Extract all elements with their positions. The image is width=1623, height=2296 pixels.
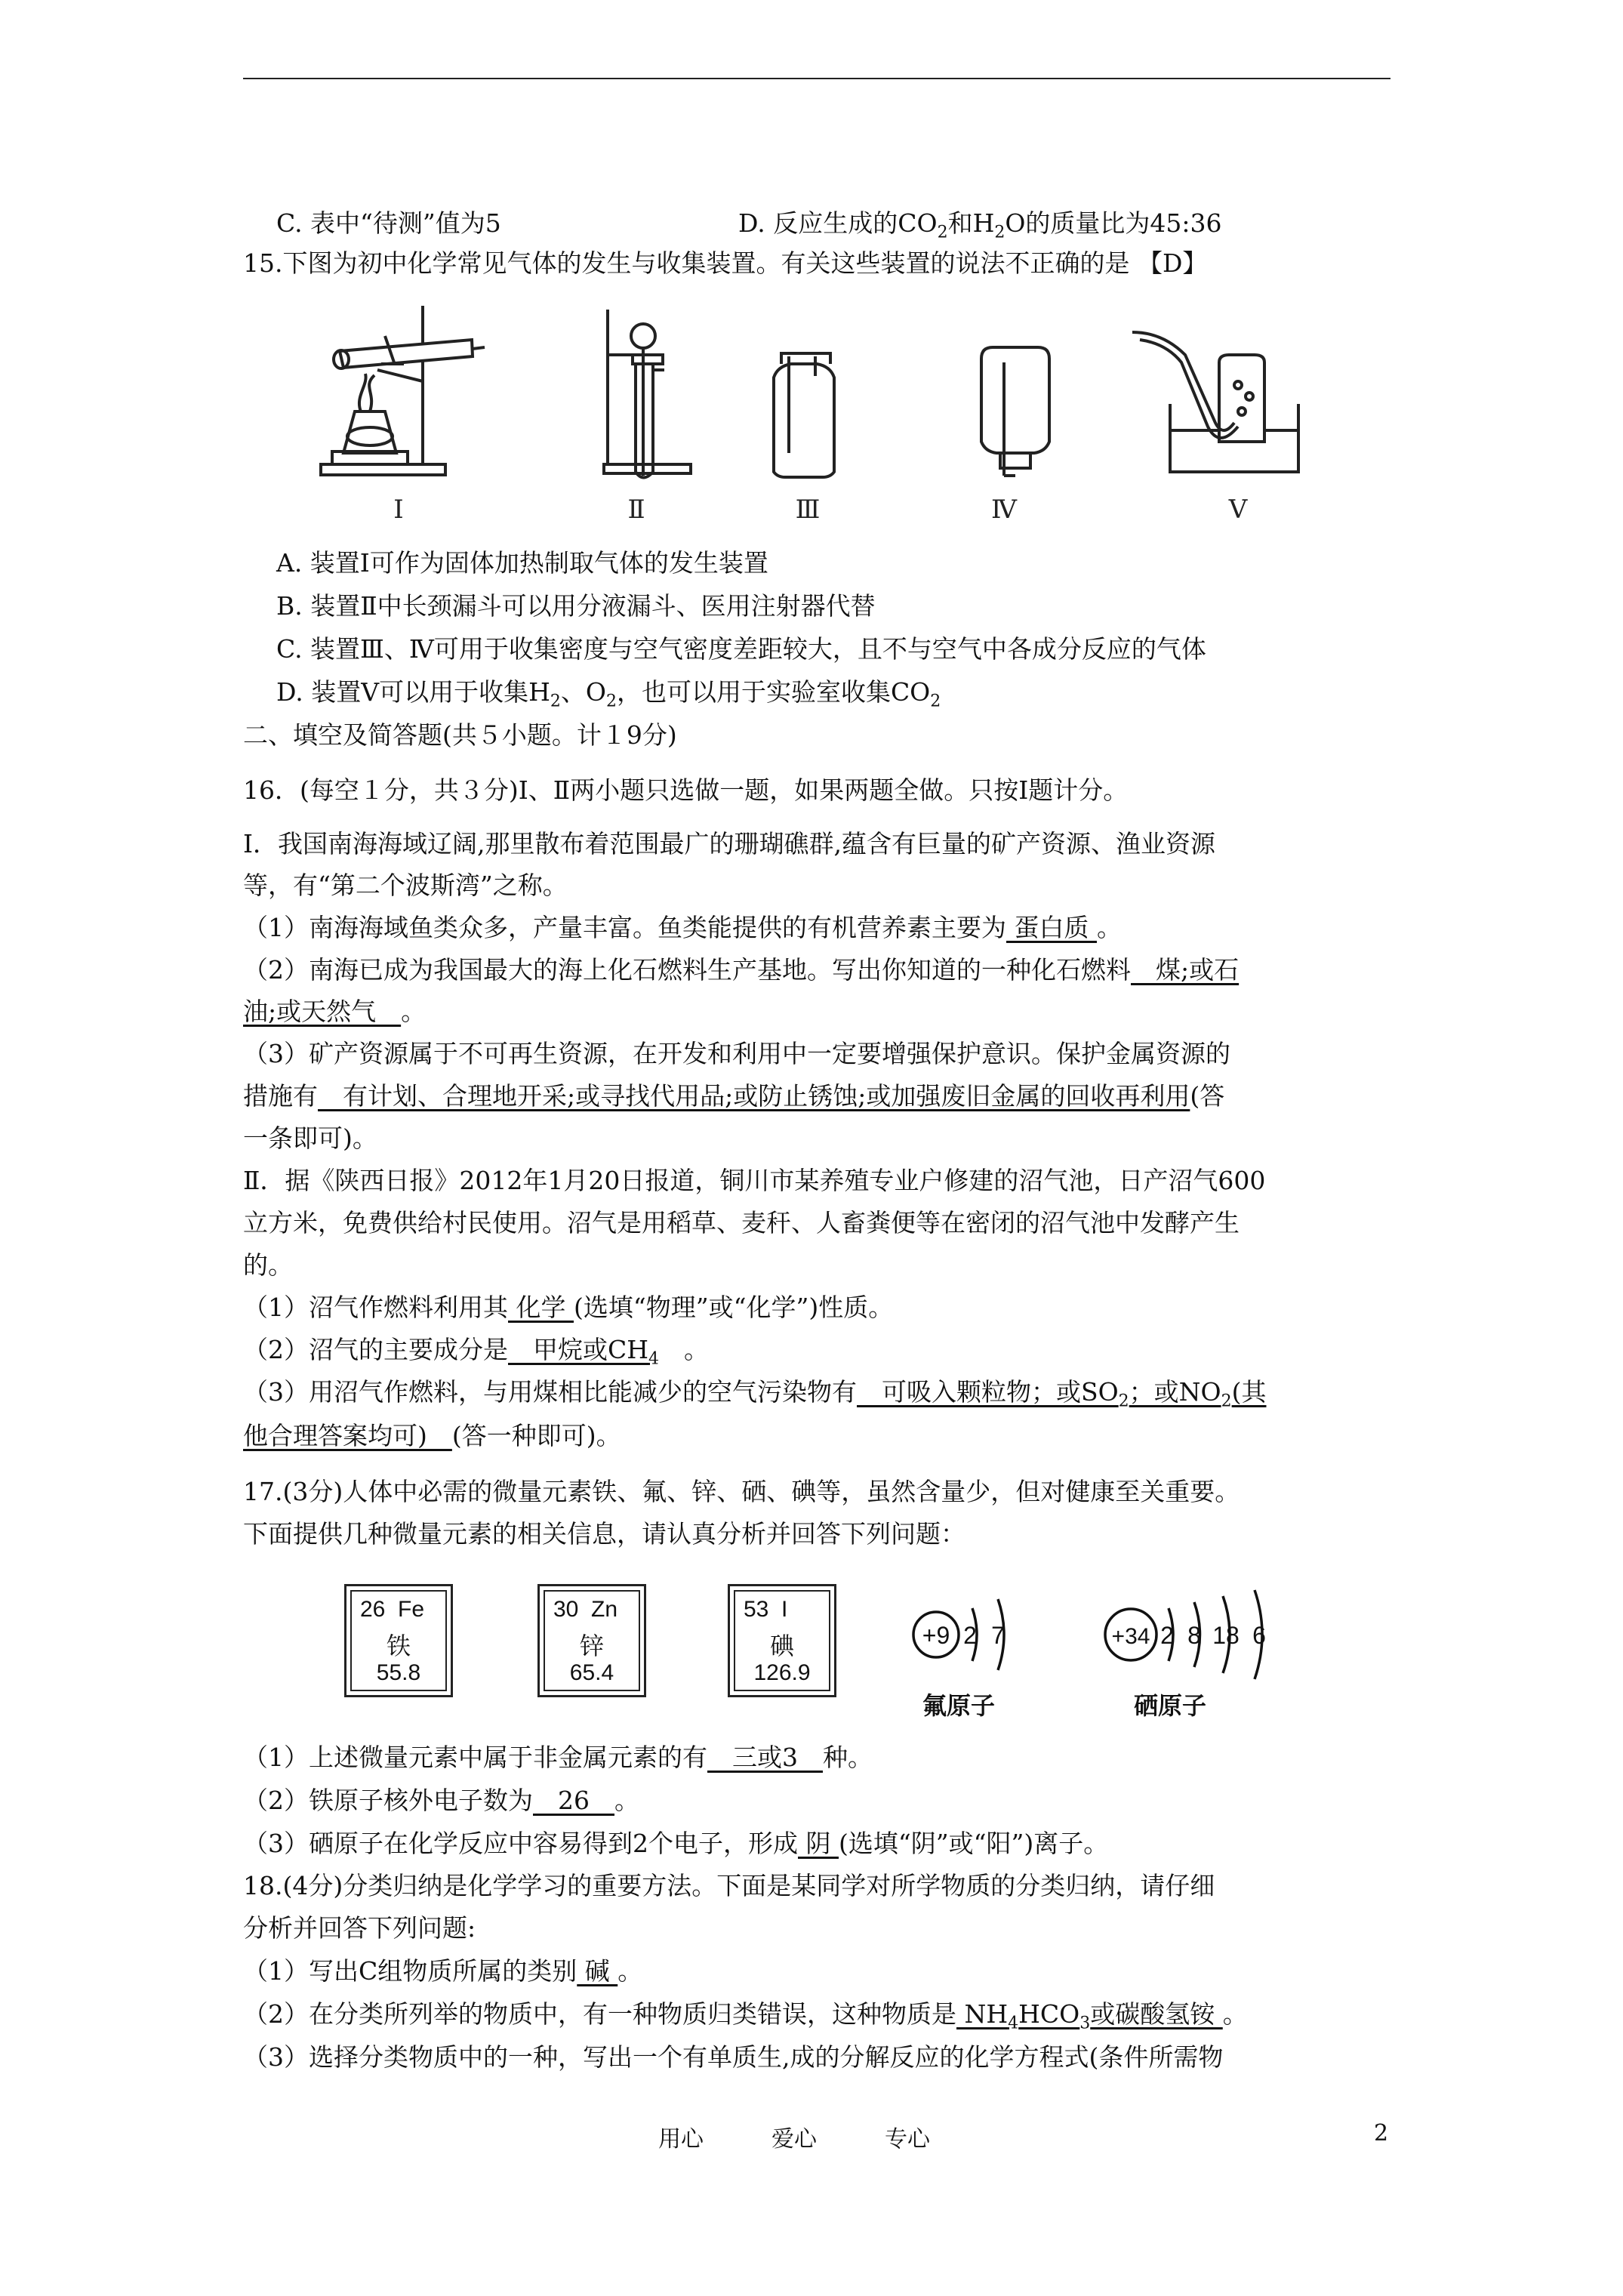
- atom-diagrams: [868, 1563, 1291, 1729]
- q14-option-d: D. 反应生成的$CO_2$和$H_2O$的质量比为45:36: [738, 208, 1222, 242]
- q16-1-2: （2）南海已成为我国最大的海上化石燃料生产基地。写出你知道的一种化石燃料 煤;或石: [243, 955, 1240, 985]
- answer: 蛋白质: [1006, 913, 1097, 942]
- apparatus-label-3: Ⅲ: [795, 495, 821, 525]
- answer: 煤;或石: [1131, 955, 1240, 985]
- selenium-shell-3: 18: [1212, 1622, 1240, 1649]
- q18-1: （1）写出C组物质所属的类别 碱 。: [243, 1956, 643, 1986]
- q18-2: （2）在分类所列举的物质中，有一种物质归类错误，这种物质是 $NH_4HCO_3$或碳酸氢铵 。: [243, 1999, 1248, 2033]
- q16-1-3-end: 一条即可)。: [243, 1123, 377, 1153]
- element-card-zn: 30 Zn 锌 65.4: [537, 1584, 646, 1697]
- q16-2-2: （2）沼气的主要成分是 甲烷或$CH_4$ 。: [243, 1335, 710, 1369]
- selenium-shell-1: 2: [1160, 1622, 1174, 1649]
- q18-stem-line2: 分析并回答下列问题:: [243, 1913, 476, 1943]
- q14-option-c: C. 表中“待测”值为5: [276, 208, 501, 238]
- q16-part1-line1: I．我国南海海域辽阔,那里散布着范围最广的珊瑚礁群,蕴含有巨量的矿产资源、渔业资源: [243, 829, 1216, 858]
- q15-option-b: B. 装置Ⅱ中长颈漏斗可以用分液漏斗、医用注射器代替: [276, 591, 876, 621]
- apparatus-label-4: Ⅳ: [991, 495, 1017, 525]
- apparatus-figure: [0, 0, 1623, 574]
- selenium-shell-4: 6: [1252, 1622, 1266, 1649]
- answer: 他合理答案均可): [243, 1421, 452, 1450]
- q16-1-3: （3）矿产资源属于不可再生资源，在开发和利用中一定要增强保护意识。保护金属资源的: [243, 1039, 1230, 1068]
- answer: 三或3: [707, 1743, 823, 1772]
- q15-option-d: D. 装置Ⅴ可以用于收集$H_2$、$O_2$，也可以用于实验室收集$CO_2$: [276, 677, 941, 711]
- answer: 26: [533, 1786, 614, 1815]
- q16-2-1: （1）沼气作燃料利用其 化学 (选填“物理”或“化学”)性质。: [243, 1293, 894, 1322]
- q17-2: （2）铁原子核外电子数为 26 。: [243, 1786, 639, 1815]
- q15-option-a: A. 装置Ⅰ可作为固体加热制取气体的发生装置: [276, 548, 768, 578]
- q18-3: （3）选择分类物质中的一种，写出一个有单质生,成的分解反应的化学方程式(条件所需物: [243, 2042, 1224, 2072]
- fluorine-shell-2: 7: [991, 1622, 1005, 1649]
- apparatus-label-5: Ⅴ: [1228, 495, 1248, 525]
- apparatus-4-inverted-bottle: [981, 347, 1049, 476]
- q16-part1-line2: 等，有“第二个波斯湾”之称。: [243, 871, 568, 900]
- answer: 甲烷或$CH_4$: [508, 1335, 660, 1369]
- answer: 有计划、合理地开采;或寻找代用品;或防止锈蚀;或加强废旧金属的回收再利用: [318, 1081, 1190, 1111]
- apparatus-3-gas-bottle: [774, 353, 834, 477]
- answer: 化学: [508, 1293, 574, 1322]
- selenium-nucleus-charge: +34: [1111, 1624, 1150, 1649]
- fluorine-label: 氟原子: [922, 1692, 996, 1719]
- answer: $NH_4HCO_3$或碳酸氢铵: [956, 1999, 1223, 2033]
- apparatus-label-1: Ⅰ: [393, 495, 404, 525]
- apparatus-label-2: Ⅱ: [627, 495, 645, 525]
- q17-stem-line2: 下面提供几种微量元素的相关信息，请认真分析并回答下列问题：: [243, 1519, 965, 1549]
- q16-1-3-cont: 措施有 有计划、合理地开采;或寻找代用品;或防止锈蚀;或加强废旧金属的回收再利用(答: [243, 1081, 1225, 1111]
- answer: 阴: [798, 1829, 839, 1858]
- section-2-heading: 二、填空及简答题(共５小题。计１9分): [243, 720, 677, 750]
- q16-part2-line2: 立方米，免费供给村民使用。沼气是用稻草、麦秆、人畜粪便等在密闭的沼气池中发酵产生: [243, 1208, 1240, 1237]
- selenium-shell-2: 8: [1187, 1622, 1201, 1649]
- q17-1: （1）上述微量元素中属于非金属元素的有 三或3 种。: [243, 1743, 873, 1772]
- answer: 可吸入颗粒物；或$SO_2$；或$NO_2$(其: [857, 1377, 1267, 1411]
- q17-3: （3）硒原子在化学反应中容易得到2个电子，形成 阴 (选填“阴”或“阳”)离子。: [243, 1829, 1109, 1858]
- fluorine-shell-1: 2: [963, 1622, 977, 1649]
- selenium-label: 硒原子: [1133, 1692, 1207, 1719]
- q16-2-3: （3）用沼气作燃料，与用煤相比能减少的空气污染物有 可吸入颗粒物；或$SO_2$；或$NO_2$(其: [243, 1377, 1267, 1411]
- page-number: 2: [1374, 2120, 1389, 2147]
- answer: 碱: [577, 1956, 618, 1986]
- element-card-fe: 26 Fe 铁 55.8: [344, 1584, 453, 1697]
- footer-motto: 用心 爱心 专心: [658, 2126, 930, 2153]
- q16-part2-line1: Ⅱ．据《陕西日报》2012年1月20日报道，铜川市某养殖专业户修建的沼气池，日产沼气600: [243, 1166, 1266, 1195]
- q15-stem: 15.下图为初中化学常见气体的发生与收集装置。有关这些装置的说法不正确的是 【D】: [243, 248, 1208, 278]
- q16-2-3-cont: 他合理答案均可) (答一种即可)。: [243, 1421, 621, 1450]
- apparatus-5-water-trough: [1132, 332, 1298, 472]
- answer: 油;或天然气: [243, 997, 402, 1026]
- q16-1-2-cont: 油;或天然气 。: [243, 997, 427, 1026]
- fluorine-nucleus-charge: +9: [922, 1622, 950, 1649]
- q16-1-1: （1）南海海域鱼类众多，产量丰富。鱼类能提供的有机营养素主要为 蛋白质 。: [243, 913, 1122, 942]
- q18-stem-line1: 18.(4分)分类归纳是化学学习的重要方法。下面是某同学对所学物质的分类归纳，请仔细: [243, 1871, 1215, 1900]
- apparatus-2-long-neck-funnel: [604, 310, 691, 478]
- apparatus-1-solid-heating: [321, 306, 485, 475]
- q16-stem: 16．(每空１分，共３分)Ⅰ、Ⅱ两小题只选做一题，如果两题全做。只按Ⅰ题计分。: [243, 775, 1129, 805]
- element-card-i: 53 I 碘 126.9: [728, 1584, 836, 1697]
- q17-stem-line1: 17.(3分)人体中必需的微量元素铁、氟、锌、硒、碘等，虽然含量少，但对健康至关重要。: [243, 1477, 1240, 1506]
- q15-option-c: C. 装置Ⅲ、Ⅳ可用于收集密度与空气密度差距较大，且不与空气中各成分反应的气体: [276, 634, 1206, 664]
- q16-part2-line3: 的。: [243, 1250, 293, 1280]
